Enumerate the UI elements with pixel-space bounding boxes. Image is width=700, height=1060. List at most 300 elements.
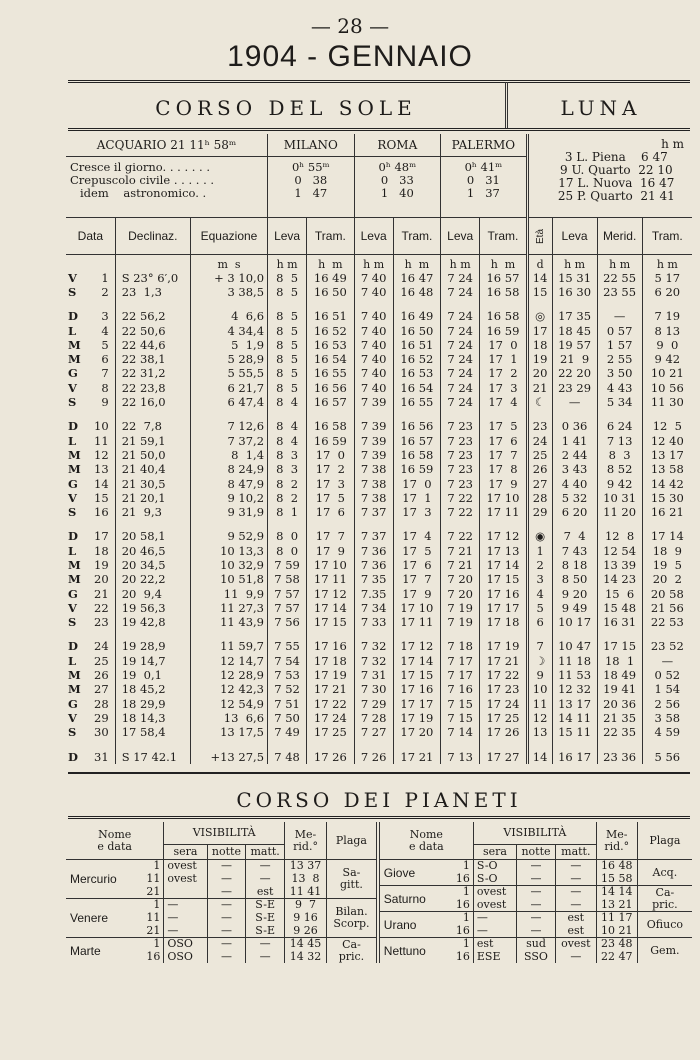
cell-rise-milano: 7 51 xyxy=(268,697,307,711)
cell-moon-rise: 15 31 xyxy=(552,271,597,285)
cell-moon-rise: 5 32 xyxy=(552,491,597,505)
cell-weekday: L xyxy=(68,653,77,668)
constellation-line: Ofiuco xyxy=(646,917,683,931)
gap-cell xyxy=(86,520,115,530)
cell-moon-age: 28 xyxy=(527,491,552,505)
cell-declination: 23 1,3 xyxy=(115,285,190,299)
cell-rise-milano: 7 49 xyxy=(268,726,307,740)
cell-moon-set: 16 21 xyxy=(650,505,684,520)
cell-set-milano: 17 24 xyxy=(307,711,354,725)
cell-weekday: D xyxy=(68,309,78,324)
cell-equation: 8 1,4 xyxy=(190,448,267,462)
milano-value: 1 47 xyxy=(294,186,328,200)
cell-weekday: M xyxy=(68,682,81,697)
gap-cell xyxy=(393,740,440,750)
cell-day: 26 xyxy=(86,668,115,682)
visibility-morning: ovest xyxy=(555,938,596,951)
cell-weekday: M xyxy=(68,352,81,367)
planet-meridian: 13 8 xyxy=(284,873,326,886)
visibility-evening: — xyxy=(164,912,207,925)
gap-cell xyxy=(354,300,393,310)
day-row xyxy=(66,601,692,615)
plaga-header: Plaga xyxy=(637,822,692,860)
cell-weekday: G xyxy=(68,586,78,601)
cell-rise-milano: 8 5 xyxy=(268,310,307,324)
planet-name: Venere xyxy=(66,899,139,938)
planet-name: Giove xyxy=(383,865,416,880)
cell-moon-rise: 7 4 xyxy=(552,530,597,544)
cell-set-palermo: 17 15 xyxy=(480,573,527,587)
cell-moon-age: 15 xyxy=(527,285,552,299)
cell-moon-set: 7 19 xyxy=(654,309,681,324)
day-row xyxy=(66,726,692,740)
cell-equation: 4 34,4 xyxy=(190,324,267,338)
cell-moon-rise: 0 36 xyxy=(552,420,597,434)
constellation-line: Sa- xyxy=(342,866,361,879)
visibility-morning: — xyxy=(246,938,285,951)
cell-rise-roma: 7 34 xyxy=(354,601,393,615)
cell-rise-milano: 8 4 xyxy=(268,395,307,409)
cell-set-milano: 16 50 xyxy=(307,285,354,299)
visibility-notte-header: notte xyxy=(207,845,246,860)
gap-cell xyxy=(527,740,552,750)
gap-cell xyxy=(597,740,642,750)
cell-declination: 21 30,5 xyxy=(115,477,190,491)
cell-moon-merid: 17 15 xyxy=(597,640,642,654)
cell-moon-age: 26 xyxy=(527,463,552,477)
cell-weekday: M xyxy=(68,572,81,587)
cell-rise-palermo: 7 21 xyxy=(441,558,480,572)
cell-equation: 11 9,9 xyxy=(190,587,267,601)
merid-header-line: Me- xyxy=(606,827,628,841)
planet-name-header xyxy=(66,822,164,860)
cell-moon-age: 23 xyxy=(527,420,552,434)
cell-rise-milano: 8 0 xyxy=(268,530,307,544)
planet-name-header-line: e data xyxy=(409,839,444,853)
cell-rise-palermo: 7 24 xyxy=(441,367,480,381)
gap-cell xyxy=(190,300,267,310)
cell-set-milano: 16 49 xyxy=(307,271,354,285)
day-row xyxy=(66,711,692,725)
cell-rise-milano: 8 5 xyxy=(268,285,307,299)
gap-cell xyxy=(552,520,597,530)
day-row xyxy=(66,505,692,519)
cell-rise-roma: 7 40 xyxy=(354,310,393,324)
cell-declination: 20 34,5 xyxy=(115,558,190,572)
cell-rise-milano: 7 58 xyxy=(268,573,307,587)
planet-constellation xyxy=(637,860,692,886)
planet-meridian: 14 14 xyxy=(596,886,637,899)
visibility-evening: S-O xyxy=(473,860,516,873)
visibility-evening: — xyxy=(473,925,516,938)
cell-set-roma: 16 48 xyxy=(393,285,440,299)
cell-day: 29 xyxy=(86,711,115,725)
planet-meridian: 9 16 xyxy=(284,912,326,925)
col-header-declination: Declinaz. xyxy=(115,218,190,255)
cell-equation: 13 17,5 xyxy=(190,726,267,740)
constellation-line: gitt. xyxy=(339,878,363,891)
cell-moon-age: ☾ xyxy=(527,395,552,409)
planet-date: 16 xyxy=(448,925,473,938)
cell-rise-roma: 7 38 xyxy=(354,463,393,477)
planet-name-header-line: e data xyxy=(97,839,132,853)
cell-moon-merid: 11 20 xyxy=(597,505,642,519)
cell-moon-age: 12 xyxy=(527,711,552,725)
cell-moon-merid: 6 24 xyxy=(597,420,642,434)
cell-rise-milano: 7 53 xyxy=(268,668,307,682)
cell-declination: 22 7,8 xyxy=(115,420,190,434)
visibility-morning: — xyxy=(555,886,596,899)
cell-set-roma: 16 59 xyxy=(393,463,440,477)
cell-day: 5 xyxy=(86,338,115,352)
palermo-value: 0ʰ 41ᵐ xyxy=(464,160,503,174)
unit-cell: h m xyxy=(656,258,678,271)
cell-moon-rise: 3 43 xyxy=(552,463,597,477)
cell-moon-merid: 13 39 xyxy=(597,558,642,572)
cell-rise-milano: 8 5 xyxy=(268,324,307,338)
day-row xyxy=(66,352,692,366)
cell-set-roma: 16 50 xyxy=(393,324,440,338)
cell-set-palermo: 17 14 xyxy=(480,558,527,572)
gap-cell xyxy=(66,740,86,750)
visibility-morning: — xyxy=(555,951,596,964)
cell-rise-milano: 8 5 xyxy=(268,381,307,395)
gap-cell xyxy=(597,630,642,640)
merid-header-line: rid.° xyxy=(604,839,630,853)
cell-set-roma: 16 53 xyxy=(393,367,440,381)
visibility-header: VISIBILITÀ xyxy=(164,822,285,845)
gap-cell xyxy=(307,630,354,640)
cell-weekday: L xyxy=(68,323,77,338)
cell-set-roma: 17 12 xyxy=(393,640,440,654)
planet-constellation xyxy=(327,938,378,964)
planet-row xyxy=(66,938,692,951)
cell-equation: 5 55,5 xyxy=(190,367,267,381)
cell-rise-roma: 7 35 xyxy=(354,573,393,587)
gap-cell xyxy=(66,410,86,420)
visibility-morning: est xyxy=(555,912,596,925)
cell-rise-milano: 7 48 xyxy=(268,750,307,764)
cell-rise-milano: 7 54 xyxy=(268,654,307,668)
visibility-evening: S-O xyxy=(473,873,516,886)
col-header-set-palermo: Tram. xyxy=(480,218,527,255)
cell-set-milano: 16 52 xyxy=(307,324,354,338)
cell-equation: 9 52,9 xyxy=(190,530,267,544)
cell-set-milano: 17 14 xyxy=(307,601,354,615)
page-number: — 28 — xyxy=(310,14,390,38)
visibility-evening: OSO xyxy=(164,938,207,951)
cell-day: 19 xyxy=(86,558,115,572)
cell-moon-set: 11 30 xyxy=(650,395,684,410)
cell-declination: 18 14,3 xyxy=(115,711,190,725)
cell-moon-merid: 0 57 xyxy=(597,324,642,338)
cell-moon-merid: 23 36 xyxy=(597,750,642,764)
cell-day: 3 xyxy=(86,310,115,324)
cell-set-roma: 17 0 xyxy=(393,477,440,491)
cell-set-palermo: 17 17 xyxy=(480,601,527,615)
day-row xyxy=(66,395,692,409)
planet-meridian: 23 48 xyxy=(596,938,637,951)
cell-day: 11 xyxy=(86,434,115,448)
cell-rise-palermo: 7 20 xyxy=(441,587,480,601)
planet-date: 1 xyxy=(448,938,473,951)
unit-cell: h m xyxy=(480,255,527,272)
gap-cell xyxy=(354,740,393,750)
cell-set-roma: 16 47 xyxy=(393,271,440,285)
planet-date: 21 xyxy=(139,886,164,899)
gap-cell xyxy=(86,630,115,640)
day-row xyxy=(66,616,692,630)
cell-set-palermo: 17 18 xyxy=(480,616,527,630)
cell-rise-roma: 7 39 xyxy=(354,420,393,434)
cell-declination: 22 38,1 xyxy=(115,352,190,366)
planet-name-header-line: Nome xyxy=(98,827,132,841)
cell-moon-age: 1 xyxy=(527,544,552,558)
planets-table xyxy=(66,822,692,963)
cell-declination: S 17 42.1 xyxy=(115,750,190,764)
cell-day: 21 xyxy=(86,587,115,601)
unit-cell: h m xyxy=(552,255,597,272)
day-row xyxy=(66,367,692,381)
cell-rise-roma: 7 32 xyxy=(354,654,393,668)
unit-cell: h m xyxy=(268,255,307,272)
visibility-night: — xyxy=(207,925,246,938)
gap-cell xyxy=(552,300,597,310)
cell-moon-age: 19 xyxy=(527,352,552,366)
cell-weekday: V xyxy=(68,710,77,725)
cell-moon-merid: 1 57 xyxy=(597,338,642,352)
visibility-night: — xyxy=(517,860,556,873)
cell-rise-roma: 7 38 xyxy=(354,477,393,491)
cell-moon-age: 20 xyxy=(527,367,552,381)
gap-cell xyxy=(66,630,86,640)
cell-set-roma: 16 58 xyxy=(393,448,440,462)
cell-moon-merid: 9 42 xyxy=(597,477,642,491)
planet-date: 1 xyxy=(139,899,164,912)
gap-cell xyxy=(441,740,480,750)
visibility-evening: — xyxy=(473,912,516,925)
cell-rise-milano: 8 5 xyxy=(268,271,307,285)
cell-rise-roma: 7 29 xyxy=(354,697,393,711)
col-header-moon-set: Tram. xyxy=(642,218,692,255)
cell-weekday: S xyxy=(68,284,77,299)
gap-cell xyxy=(527,520,552,530)
visibility-night: — xyxy=(207,860,246,873)
visibility-night: — xyxy=(207,912,246,925)
cell-moon-set: 9 42 xyxy=(654,352,681,367)
day-row xyxy=(66,491,692,505)
cell-rise-palermo: 7 24 xyxy=(441,324,480,338)
cell-day: 16 xyxy=(86,505,115,519)
cell-moon-merid: 16 31 xyxy=(597,616,642,630)
cell-declination: 22 56,2 xyxy=(115,310,190,324)
city-palermo: PALERMO xyxy=(441,134,528,157)
gap-cell xyxy=(527,300,552,310)
cell-rise-milano: 8 3 xyxy=(268,463,307,477)
cell-set-roma: 16 49 xyxy=(393,310,440,324)
cell-day: 14 xyxy=(86,477,115,491)
cell-set-milano: 17 10 xyxy=(307,558,354,572)
moon-age-label: Età xyxy=(534,228,546,244)
palermo-value: 0 31 xyxy=(466,173,500,187)
day-row xyxy=(66,587,692,601)
week-gap xyxy=(66,410,692,420)
day-row xyxy=(66,463,692,477)
cell-equation: 10 13,3 xyxy=(190,544,267,558)
cell-set-milano: 17 21 xyxy=(307,683,354,697)
gap-cell xyxy=(441,410,480,420)
cell-day: 8 xyxy=(86,381,115,395)
cell-day: 20 xyxy=(86,573,115,587)
cell-rise-roma: 7 31 xyxy=(354,668,393,682)
cell-set-palermo: 16 57 xyxy=(480,271,527,285)
gap-cell xyxy=(642,410,692,420)
cell-equation: 10 51,8 xyxy=(190,573,267,587)
cell-equation: 6 47,4 xyxy=(190,395,267,409)
cell-moon-set: 13 58 xyxy=(650,462,684,477)
visibility-night: — xyxy=(517,873,556,886)
day-row xyxy=(66,530,692,544)
gap-cell xyxy=(307,740,354,750)
cell-moon-rise: 7 43 xyxy=(552,544,597,558)
gap-cell xyxy=(597,300,642,310)
day-row xyxy=(66,420,692,434)
cell-rise-milano: 8 4 xyxy=(268,434,307,448)
cell-set-roma: 16 57 xyxy=(393,434,440,448)
gap-cell xyxy=(354,410,393,420)
cell-set-palermo: 16 58 xyxy=(480,285,527,299)
cell-rise-palermo: 7 18 xyxy=(441,640,480,654)
planet-name: Nettuno xyxy=(378,938,449,964)
cell-moon-rise: 8 18 xyxy=(552,558,597,572)
unit-cell: h m xyxy=(597,255,642,272)
planets-section-title: CORSO DEI PIANETI xyxy=(236,788,522,812)
cell-moon-rise: 4 40 xyxy=(552,477,597,491)
planet-date: 11 xyxy=(139,912,164,925)
cell-declination: 18 45,2 xyxy=(115,683,190,697)
planet-meridian: 13 37 xyxy=(284,860,326,873)
day-row xyxy=(66,654,692,668)
cell-moon-merid: 8 52 xyxy=(597,463,642,477)
cell-set-palermo: 17 0 xyxy=(480,338,527,352)
cell-moon-set: 22 53 xyxy=(650,615,684,630)
cell-rise-milano: 7 59 xyxy=(268,558,307,572)
gap-cell xyxy=(527,410,552,420)
roma-value: 1 40 xyxy=(380,186,414,200)
cell-declination: S 23° 6′,0 xyxy=(115,271,190,285)
milano-value: 0ʰ 55ᵐ xyxy=(291,160,330,174)
cell-weekday: G xyxy=(68,366,78,381)
cell-day: 7 xyxy=(86,367,115,381)
cell-equation: 7 37,2 xyxy=(190,434,267,448)
sun-table-bottom-rule xyxy=(68,772,690,774)
gap-cell xyxy=(115,630,190,640)
cell-declination: 19 28,9 xyxy=(115,640,190,654)
gap-cell xyxy=(480,410,527,420)
constellation-line: Ca- xyxy=(342,937,361,951)
cell-set-milano: 17 25 xyxy=(307,726,354,740)
cell-moon-set: 21 56 xyxy=(650,600,684,615)
cell-moon-rise: 22 20 xyxy=(552,367,597,381)
gap-cell xyxy=(307,300,354,310)
cell-set-milano: 17 12 xyxy=(307,587,354,601)
cell-equation: 10 32,9 xyxy=(190,558,267,572)
gap-cell xyxy=(393,300,440,310)
cell-set-palermo: 17 16 xyxy=(480,587,527,601)
unit-cell: h m xyxy=(441,255,480,272)
cell-rise-milano: 8 4 xyxy=(268,420,307,434)
cell-moon-rise: 11 18 xyxy=(552,654,597,668)
cell-moon-merid: 20 36 xyxy=(597,697,642,711)
cell-declination: 18 29,9 xyxy=(115,697,190,711)
cell-set-palermo: 17 8 xyxy=(480,463,527,477)
cell-set-milano: 16 55 xyxy=(307,367,354,381)
cell-rise-palermo: 7 17 xyxy=(441,654,480,668)
visibility-evening: OSO xyxy=(164,951,207,964)
planet-row xyxy=(66,886,692,899)
cell-rise-roma: 7 33 xyxy=(354,616,393,630)
cell-equation: 12 42,3 xyxy=(190,683,267,697)
cell-set-palermo: 17 4 xyxy=(480,395,527,409)
cell-moon-rise: 13 17 xyxy=(552,697,597,711)
cell-moon-rise: 10 17 xyxy=(552,616,597,630)
cell-day: 24 xyxy=(86,640,115,654)
cell-equation: +13 27,5 xyxy=(190,750,267,764)
cell-rise-roma: 7 40 xyxy=(354,324,393,338)
constellation-line: Ca- xyxy=(655,885,675,899)
sun-moon-table xyxy=(66,134,692,764)
planet-constellation xyxy=(637,938,692,964)
cell-rise-roma: 7 26 xyxy=(354,750,393,764)
gap-cell xyxy=(441,630,480,640)
gap-cell xyxy=(268,300,307,310)
cell-moon-set: 23 52 xyxy=(650,639,684,654)
planet-name: Saturno xyxy=(378,886,449,912)
cell-moon-merid: 2 55 xyxy=(597,352,642,366)
gap-cell xyxy=(190,410,267,420)
moon-phase-row: 17 L. Nuova 16 47 xyxy=(558,176,675,190)
cell-day: 25 xyxy=(86,654,115,668)
cell-rise-palermo: 7 16 xyxy=(441,683,480,697)
gap-cell xyxy=(354,630,393,640)
cell-moon-age: 18 xyxy=(527,338,552,352)
col-header-moon-rise: Leva xyxy=(552,218,597,255)
cell-set-milano: 17 5 xyxy=(307,491,354,505)
cell-rise-palermo: 7 24 xyxy=(441,271,480,285)
cell-set-roma: 16 54 xyxy=(393,381,440,395)
planet-meridian: 15 58 xyxy=(596,873,637,886)
col-header-rise-roma: Leva xyxy=(354,218,393,255)
cell-moon-merid: 19 41 xyxy=(597,683,642,697)
planet-date: 1 xyxy=(448,860,473,873)
visibility-evening xyxy=(164,886,207,899)
cell-weekday: G xyxy=(68,476,78,491)
city-milano: MILANO xyxy=(268,134,355,157)
gap-cell xyxy=(597,410,642,420)
cell-rise-palermo: 7 22 xyxy=(441,491,480,505)
unit-cell xyxy=(66,255,115,272)
sun-section-title: CORSO DEL SOLE xyxy=(155,96,417,120)
city-roma: ROMA xyxy=(354,134,441,157)
cell-set-milano: 16 53 xyxy=(307,338,354,352)
cell-rise-roma: 7 28 xyxy=(354,711,393,725)
gap-cell xyxy=(268,740,307,750)
cell-weekday: D xyxy=(68,749,78,764)
gap-cell xyxy=(642,740,692,750)
cell-moon-rise: — xyxy=(552,395,597,409)
cell-moon-merid: 4 43 xyxy=(597,381,642,395)
cell-moon-set: 1 54 xyxy=(654,682,681,697)
